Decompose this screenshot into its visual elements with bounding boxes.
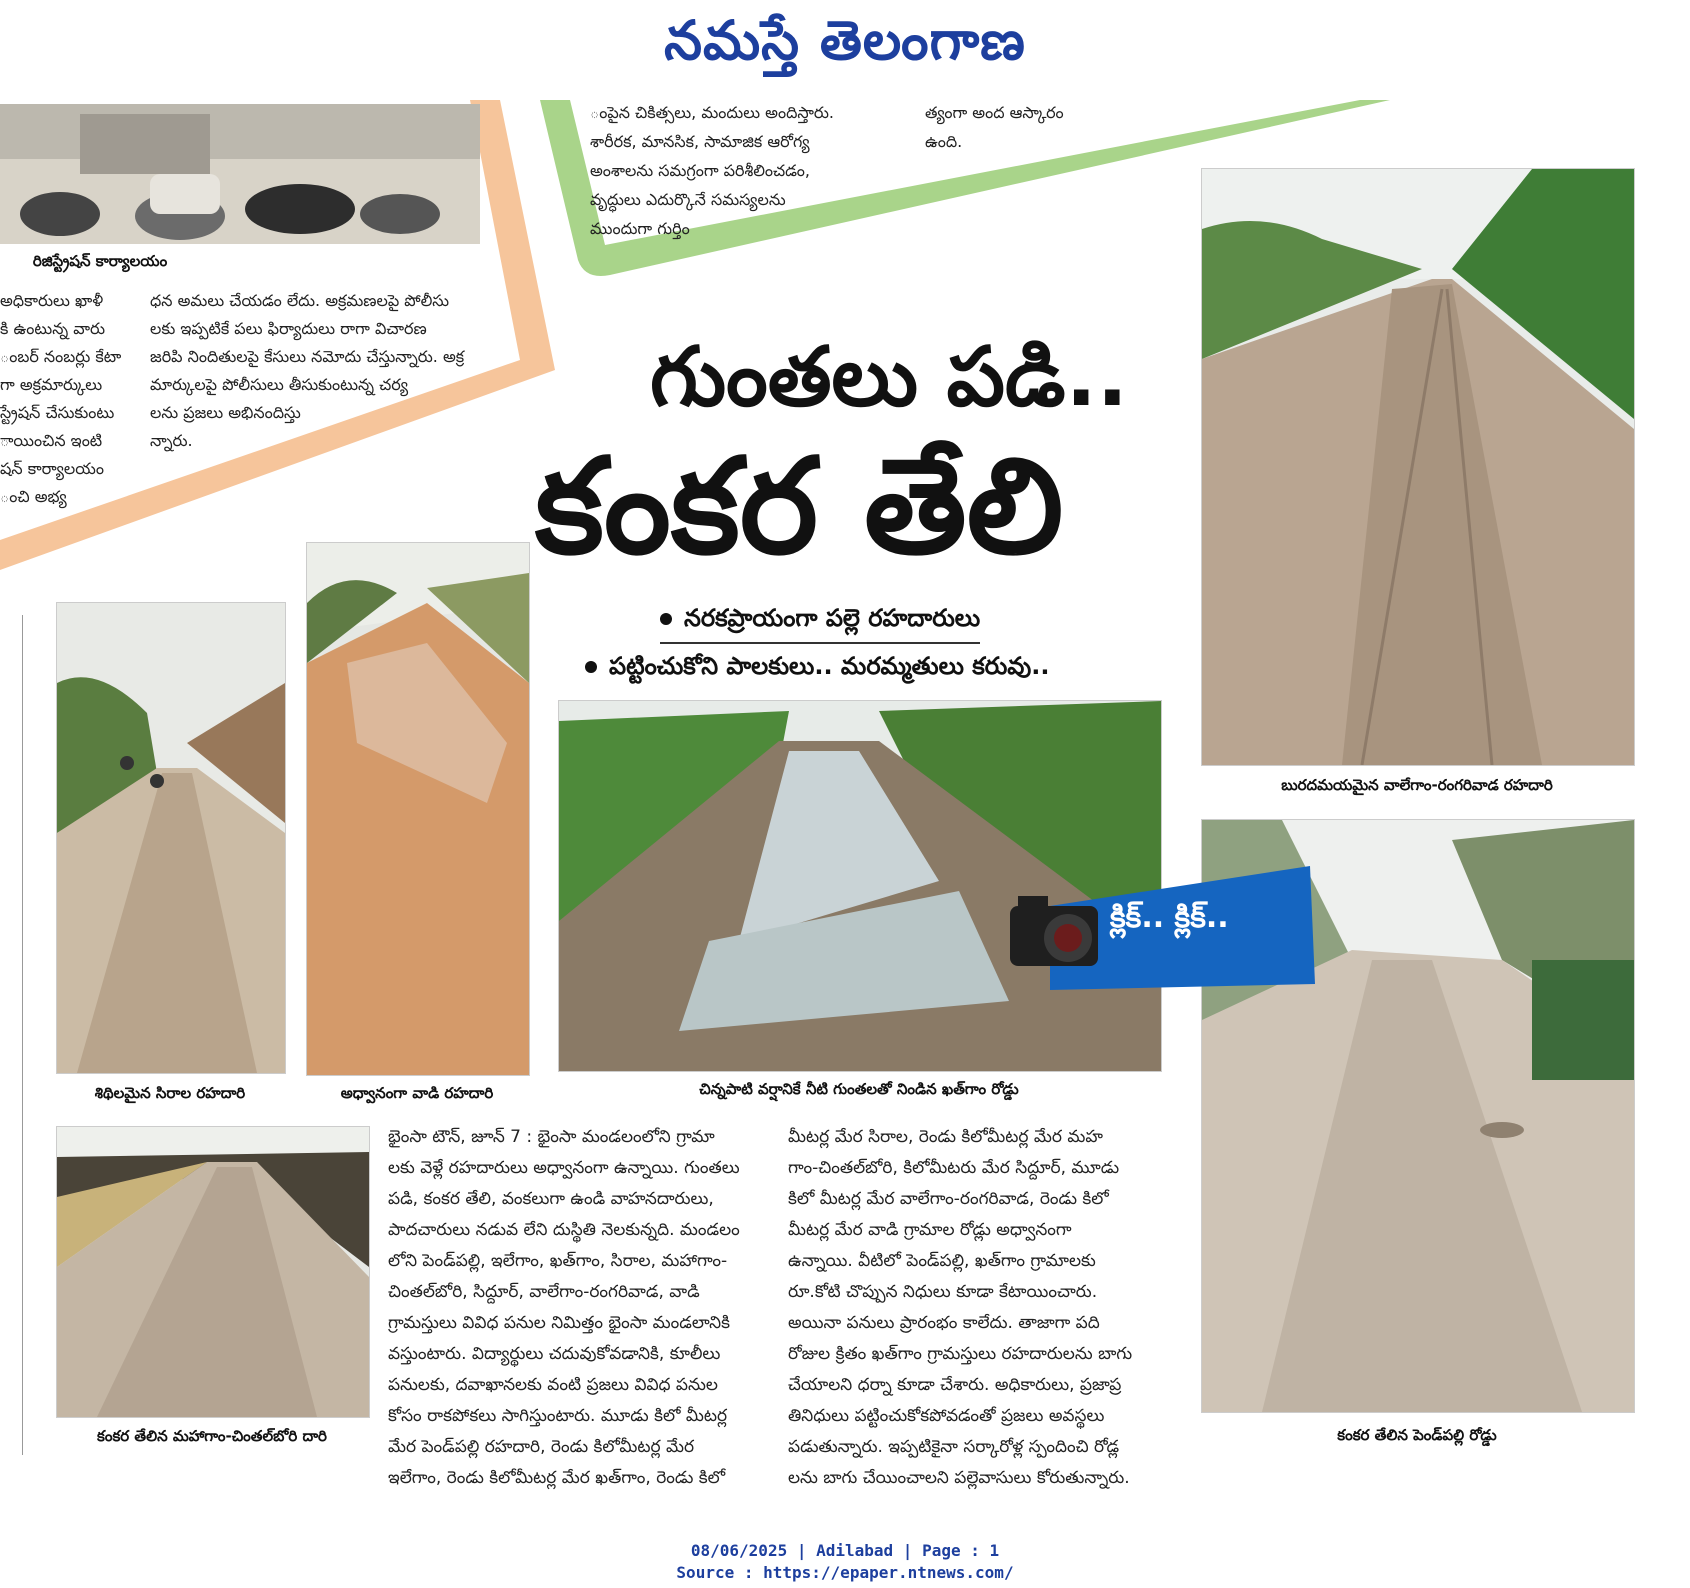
article-line: లోని పెండ్‌పల్లి, ఇలేగాం, ఖత్‌గాం, సిరాల, మహాగాం-	[388, 1251, 728, 1271]
article-line: లకు వెళ్లే రహదారులు అధ్వానంగా ఉన్నాయి. గుంతలు	[388, 1158, 740, 1178]
article-line: పాదచారులు నడువ లేని దుస్థితి నెలకున్నది. మండలం	[388, 1220, 740, 1240]
text-line: ముందుగా గుర్తిం	[590, 219, 690, 238]
article-line: రూ.కోటి చొప్పున నిధులు కూడా కేటాయించారు.	[788, 1282, 1098, 1302]
mahagam-road-image	[57, 1127, 369, 1417]
text-line: మార్కులపై పోలీసులు తీసుకుంటున్న చర్య	[150, 375, 409, 394]
text-line: శారీరక, మానసిక, సామాజిక ఆరోగ్య	[590, 132, 810, 151]
article-line: లను బాగు చేయించాలని పల్లెవాసులు కోరుతున్నారు.	[788, 1468, 1130, 1488]
article-line: కోసం రాకపోకలు సాగిస్తుంటారు. మూడు కిలో మీటర్ల	[388, 1406, 728, 1426]
article-line: ఉన్నాయి. వీటిలో పెండ్‌పల్లి, ఖత్‌గాం గ్రామాలకు	[788, 1251, 1096, 1271]
article-line: గ్రామస్తులు వివిధ పనుల నిమిత్తం భైంసా మండలానికి	[388, 1313, 730, 1333]
footer-source-link[interactable]: Source : https://epaper.ntnews.com/	[676, 1563, 1014, 1582]
top-left-text-col-b	[150, 287, 510, 455]
text-line: లకు ఇప్పటికే పలు ఫిర్యాదులు రాగా విచారణ	[150, 319, 427, 338]
bullet-text: నరకప్రాయంగా పల్లె రహదారులు	[684, 604, 981, 632]
pendpalli-road-caption: కంకర తేలిన పెండ్‌పల్లి రోడ్డు	[1337, 1426, 1497, 1444]
valegam-road-caption: బురదమయమైన వాలేగాం-రంగరివాడ రహదారి	[1281, 776, 1553, 794]
text-line: కి ఉంటున్న వారు	[0, 319, 106, 338]
text-line: ధన అమలు చేయడం లేదు. అక్రమణలపై పోలీసు	[150, 291, 450, 310]
text-line: లను ప్రజలు అభినందిస్తు	[150, 403, 301, 422]
article-line: వస్తుంటారు. విద్యార్థులు చదువుకోవడానికి, కూలీలు	[388, 1344, 721, 1364]
top-left-text-col-a	[0, 287, 122, 511]
top-middle-text-col-a	[590, 98, 890, 243]
bullet-dot	[660, 613, 672, 625]
text-line: షన్ కార్యాలయం	[0, 459, 104, 478]
sirala-road-image	[57, 603, 285, 1073]
text-line: జరిపి నిందితులపై కేసులు నమోదు చేస్తున్నారు. అక్ర	[150, 347, 465, 366]
vadi-road-caption: అధ్వానంగా వాడి రహదారి	[340, 1084, 494, 1102]
masthead-logo: నమస్తే తెలంగాణ	[664, 8, 1026, 72]
article-line: ఇలేగాం, రెండు కిలోమీటర్ల మేర ఖత్‌గాం, రెండు కిలో	[388, 1468, 726, 1488]
vadi-road-image	[307, 543, 529, 1075]
mahagam-road-caption: కంకర తేలిన మహాగాం-చింతల్‌బోరి దారి	[97, 1427, 327, 1445]
registration-office-caption: రిజిస్ట్రేషన్ కార్యాలయం	[32, 252, 168, 270]
footer-date-edition: 08/06/2025 | Adilabad | Page : 1	[690, 1541, 1000, 1560]
article-line: తినిధులు పట్టించుకోకపోవడంతో ప్రజలు అవస్థలు	[788, 1406, 1105, 1426]
registration-office-photo	[0, 104, 480, 244]
vadi-road-photo	[306, 542, 530, 1076]
subhead-bullet-1	[660, 604, 980, 644]
headline-line-1: గుంతలు పడి..	[650, 330, 1128, 425]
article-line: అయినా పనులు ప్రారంభం కాలేదు. తాజాగా పది	[788, 1313, 1100, 1333]
click-click-label: క్లిక్.. క్లిక్..	[1110, 900, 1229, 935]
article-line: మీటర్ల మేర వాడి గ్రామాల రోడ్లు అధ్వానంగా	[788, 1220, 1072, 1240]
article-line: మేర పెండ్‌పల్లి రహదారి, రెండు కిలోమీటర్ల మేర	[388, 1437, 695, 1457]
article-line: చేయాలని ధర్నా కూడా చేశారు. అధికారులు, ప్రజాప్ర	[788, 1375, 1122, 1395]
article-line: గాం-చింతల్‌బోరి, కిలోమీటరు మేర సిద్దూర్, మూడు	[788, 1158, 1120, 1178]
click-click-badge	[1010, 866, 1320, 990]
text-line: ఉంది.	[925, 132, 963, 151]
text-line: ంచి అభ్య	[0, 487, 67, 506]
bullet-dot	[585, 661, 597, 673]
text-line: ంబర్ నంబర్లు కేటా	[0, 347, 122, 366]
article-line: చింతల్‌బోరి, సిద్దూర్, వాలేగాం-రంగరివాడ, వాడి	[388, 1282, 700, 1302]
left-column-rule	[22, 615, 23, 1455]
text-line: వృద్ధులు ఎదుర్కొనే సమస్యలను	[590, 190, 786, 209]
article-line: పడుతున్నారు. ఇప్పటికైనా సర్కారోళ్ల స్పందించి రోడ్ల	[788, 1437, 1120, 1457]
article-line: కిలో మీటర్ల మేర వాలేగాం-రంగరివాడ, రెండు కిలో	[788, 1189, 1109, 1209]
article-line: పనులకు, దవాఖానలకు వంటి ప్రజలు వివిధ పనుల	[388, 1375, 718, 1395]
text-line: న్నారు.	[150, 431, 193, 450]
khatgam-road-caption: చిన్నపాటి వర్షానికే నీటి గుంతలతో నిండిన ఖత్‌గాం రోడ్డు	[699, 1080, 1019, 1098]
mahagam-road-photo	[56, 1126, 370, 1418]
text-line: ంపైన చికిత్సలు, మందులు అందిస్తారు.	[590, 103, 834, 122]
bikes-image	[0, 104, 480, 244]
text-line: అధికారులు ఖాళీ	[0, 291, 104, 310]
bullet-text: పట్టించుకోని పాలకులు.. మరమ్మతులు కరువు..	[609, 652, 1050, 680]
sirala-road-caption: శిథిలమైన సిరాల రహదారి	[94, 1084, 246, 1102]
text-line: గా అక్రమార్కులు	[0, 375, 103, 394]
sirala-road-photo	[56, 602, 286, 1074]
text-line: త్యంగా అంద ఆస్కారం	[925, 103, 1064, 122]
article-line: రోజుల క్రితం ఖత్‌గాం గ్రామస్తులు రహదారులను బాగు	[788, 1344, 1133, 1364]
text-line: స్ట్రేషన్ చేసుకుంటు	[0, 403, 115, 422]
headline-line-2: కంకర తేలి	[535, 430, 1064, 584]
muddy-road-image	[1202, 169, 1634, 765]
article-line: మీటర్ల మేర సిరాల, రెండు కిలోమీటర్ల మేర మహ	[788, 1127, 1103, 1147]
article-column-2	[788, 1122, 1166, 1494]
text-line: ాయించిన ఇంటి	[0, 431, 103, 450]
article-column-1	[388, 1122, 766, 1494]
article-line: పడి, కంకర తేలి, వంకలుగా ఉండి వాహనదారులు,	[388, 1189, 714, 1209]
text-line: అంశాలను సమగ్రంగా పరిశీలించడం,	[590, 161, 810, 180]
top-middle-text-col-b	[925, 98, 1135, 156]
article-line: భైంసా టౌన్, జూన్ 7 : భైంసా మండలంలోని గ్రామా	[388, 1127, 715, 1147]
valegam-road-photo	[1201, 168, 1635, 766]
subhead-bullet-2	[585, 652, 1050, 686]
